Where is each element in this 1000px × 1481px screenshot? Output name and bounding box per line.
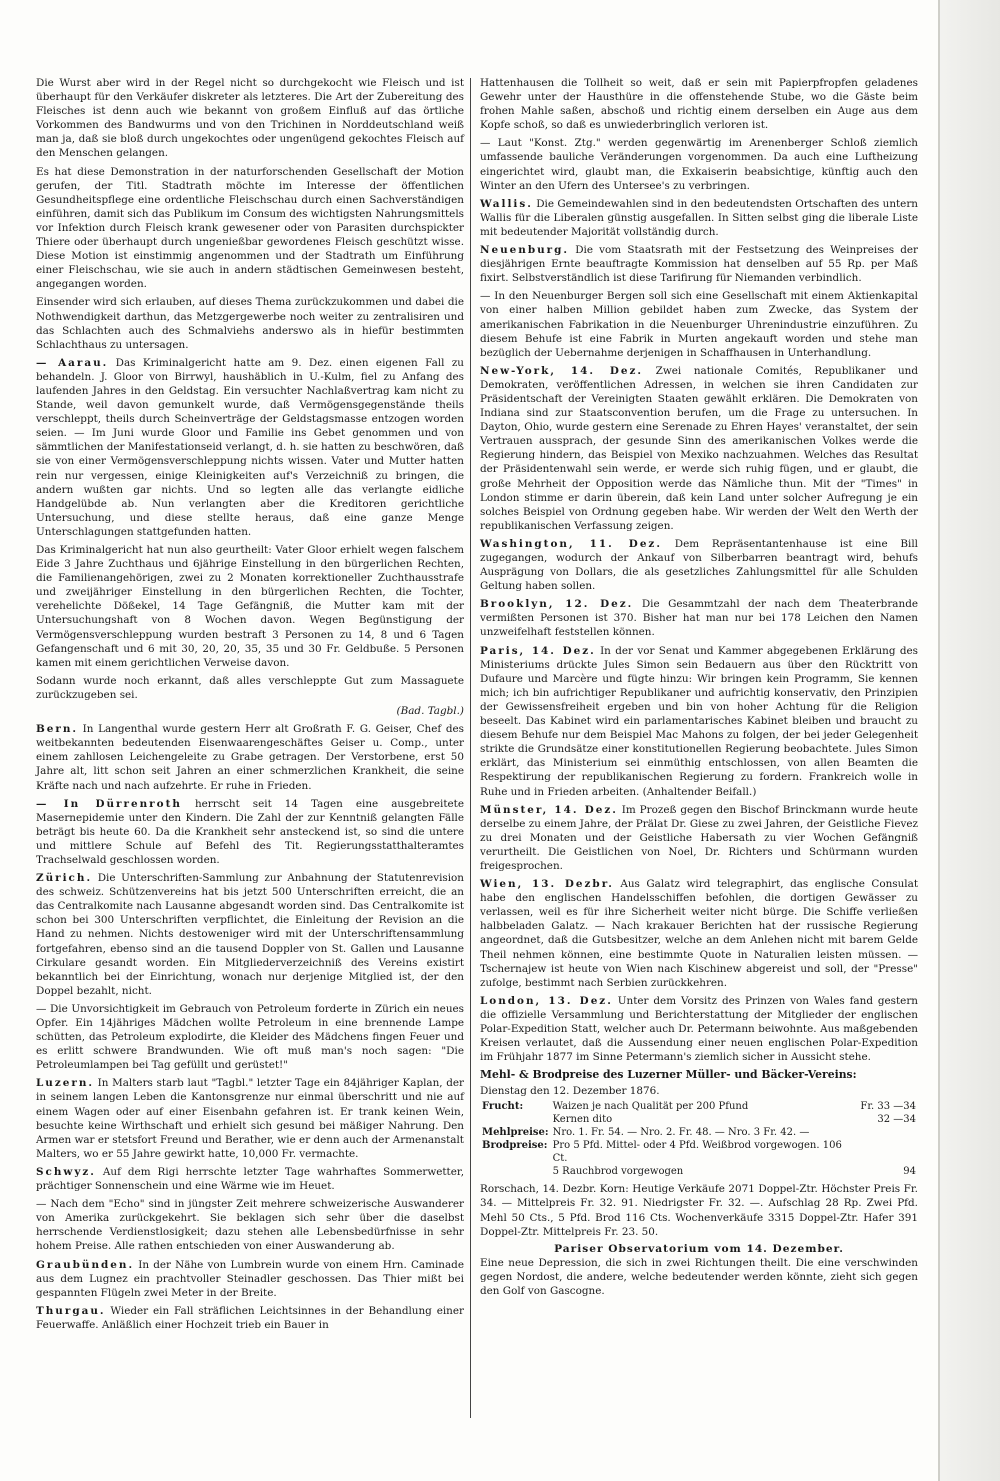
- article-text: Das Kriminalgericht hat nun also geurtheilt: Vater Gloor erhielt wegen falschem Eide 3 Jahre Zuchthaus und 6jährige Einstellung in den bürgerlichen Rechten, die Familienangehörigen, zwei zu 2 Monaten korrektioneller Zuchthausstrafe und zweijähriger Einstellung in den bürgerlichen Rechten, die Tochter, verehelichte Dößekel, 14 Tage Gefängniß, die Mutter kam mit der Untersuchungshaft von 8 Wochen davon. Wegen Begünstigung der Vermögensverschleppung wurden bestraft 3 Personen zu 14, 8 und 6 Tagen Gefangenschaft und 6 mit 30, 20, 20, 35, 35 und 30 Fr. Geldbuße. 5 Personen kamen mit einem gerichtlichen Verweise davon.: [36, 544, 464, 669]
- article-text: Zwei nationale Comités, Republikaner und Demokraten, veröffentlichen Adressen, in welchen sie ihren Candidaten zur Präsidentschaft der Vereinigten Staaten gewählt erklären. Die Demokraten von Indiana sind zur Staatsconvention berufen, um die Frage zu untersuchen. In Dayton, Ohio, wurde gestern eine Serenade zu Ehren Hayes' veranstaltet, der sein Vertrauen aussprach, der gesunde Sinn des amerikanischen Volkes werde die Regierung hindern, das Beispiel von Mexiko nachzuahmen. Welches das Resultat der Präsidentenwahl sein werde, er werde sich ruhig fügen, und er glaubt, die große Mehrheit der Opposition werde das Nämliche thun. Mit der "Times" in London stimme er darin überein, daß kein Land unter solcher Aufregung je ein solches Beispiel von Ordnung gegeben habe. Wir werden der Welt den Werth der republikanischen Verfassung zeigen.: [480, 364, 918, 532]
- price-row: [480, 1139, 918, 1165]
- article-text: Auf dem Rigi herrschte letzter Tage wahrhaftes Sommerwetter, prächtiger Sonnenschein und eine Wärme wie im Heuet.: [36, 1165, 464, 1193]
- rorschach-report: Rorschach, 14. Dezbr. Korn: Heutige Verkäufe 2071 Doppel-Ztr. Höchster Preis Fr. 34. — Mittelpreis Fr. 32. 91. Niedrigster Fr. 32. —. Aufschlag 28 Rp. Zwei Pfd. Mehl 50 Cts., 5 Pfd. Brod 116 Cts. Wochenverkäufe 3315 Doppel-Ztr. Hafer 391 Doppel-Ztr. Mittelpreis Fr. 23. 50.: [480, 1183, 918, 1238]
- article-paragraph: [36, 797, 464, 867]
- article-paragraph: [480, 243, 918, 285]
- price-value: 94: [903, 1166, 916, 1178]
- article-paragraph: [480, 289, 918, 359]
- article-paragraph: [36, 356, 464, 539]
- dateline: Brooklyn, 12. Dez.: [480, 598, 634, 611]
- article-text: — Laut "Konst. Ztg." werden gegenwärtig im Arenenberger Schloß ziemlich umfassende bauliche Veränderungen vorgenommen. Da auch eine Luftheizung eingerichtet wird, glaubt man, die Exkaiserin beabsichtige, künftig auch den Winter an den Ufern des Untersee's zu verbringen.: [480, 137, 918, 192]
- article-text: herrscht seit 14 Tagen eine ausgebreitete Masernepidemie unter den Kindern. Die Zahl der zur Kenntniß gelangten Fälle beträgt bis heute 60. Da die Krankheit sehr ansteckend ist, so sind die untere und mittlere Schule auf Befehl des Tit. Regierungsstatthalteramtes Trachselwald geschlossen worden.: [36, 797, 464, 866]
- dateline: — In Dürrenroth: [36, 797, 182, 810]
- article-paragraph: [36, 1304, 464, 1332]
- article-text: Die Wurst aber wird in der Regel nicht so durchgekocht wie Fleisch und ist überhaupt für den Verkäufer diskreter als letzteres. Die Art der Zubereitung des Fleisches ist denn auch wie bekannt von großem Einfluß auf das örtliche Vorkommen des Bandwurms und von den Trichinen in Norddeutschland weiß man ja, daß sie bloß durch ungekochtes oder ungenügend gekochtes Fleisch auf den Menschen gelangen.: [36, 77, 464, 160]
- price-item: Nro. 1. Fr. 54. — Nro. 2. Fr. 48. — Nro. 3 Fr. 42. —: [552, 1127, 810, 1139]
- source-signature: (Bad. Tagbl.): [396, 705, 464, 718]
- dateline: Graubünden.: [36, 1258, 135, 1271]
- article-paragraph: [480, 537, 918, 593]
- dateline: Zürich.: [36, 872, 93, 885]
- article-text: — Die Unvorsichtigkeit im Gebrauch von Petroleum forderte in Zürich ein neues Opfer. Ein 14jähriges Mädchen wollte Petroleum in eine brennende Lampe schütten, das Petroleum explodirte, die Kleider des Mädchens fingen Feuer und es erlitt schwere Brandwunden. Wie oft muß man's noch sagen: "Die Petroleumlampen bei Tag gefüllt und gerüstet!": [36, 1002, 464, 1072]
- article-paragraph: [36, 1076, 464, 1161]
- price-row: [480, 1113, 918, 1126]
- article-text: In der Nähe von Lumbrein wurde von einem Hrn. Caminade aus dem Lugnez ein prachtvoller Steinadler geschossen. Das Thier mißt bei gespannten Flügeln zwei Meter in der Breite.: [36, 1258, 464, 1299]
- article-paragraph: [36, 295, 464, 351]
- page-edge-shadow: [938, 0, 1000, 1481]
- price-row: [480, 1126, 918, 1139]
- left-column: [36, 76, 464, 1336]
- article-paragraph: [36, 1002, 464, 1072]
- article-paragraph: [480, 994, 918, 1064]
- price-label: [480, 1113, 551, 1126]
- dateline: — Aarau.: [36, 356, 109, 369]
- article-text: Die vom Staatsrath mit der Festsetzung des Weinpreises der diesjährigen Ernte beauftragte Kommission hat denselben auf 55 Rp. per Maß fixirt. Selbstverständlich ist diese Tarifirung für Niemanden verbindlich.: [480, 244, 918, 285]
- price-label: Frucht:: [482, 1101, 524, 1113]
- prices-date: Dienstag den 12. Dezember 1876.: [480, 1085, 660, 1098]
- price-value: Fr. 33 —34: [860, 1101, 916, 1113]
- article-text: In der vor Senat und Kammer abgegebenen Erklärung des Ministeriums drückte Jules Simon sein Bedauern aus über den Rücktritt von Dufaure und Marcère und fügte hinzu: Wir bringen kein Programm, Sie kennen mich; ich bin aufrichtiger Republikaner und aufrichtig konservativ, den Prinzipien der Gewissensfreiheit ergeben und bin von hoher Achtung für die Religion beseelt. Das Kabinet wird ein parlamentarisches Kabinet bleiben und braucht zu diesem Behufe nur dem Beispiel Mac Mahons zu folgen, der bei jeder Gelegenheit strikte die Grundsätze einer konstitutionellen Regierung beobachtete. Jules Simon erklärt, das Ministerium sei einmüthig entschlossen, von allen Beamten die Respektirung der republikanischen Regierung zu fordern. Frankreich wolle in Ruhe und in Frieden arbeiten. (Anhaltender Beifall.): [480, 644, 918, 798]
- price-item: Waizen je nach Qualität per 200 Pfund: [552, 1101, 749, 1113]
- article-text: In Langenthal wurde gestern Herr alt Großrath F. G. Geiser, Chef des weitbekannten bedeutenden Eisenwaarengeschäftes Geiser u. Comp., unter einem zahllosen Leichengeleite zu Grabe getragen. Der Verstorbene, erst 50 Jahre alt, litt schon seit Jahren an einer schmerzlichen Krankheit, die seine Kräfte nach und nach aufzehrte. Er ruhe in Frieden.: [36, 723, 464, 792]
- dateline: New-York, 14. Dez.: [480, 364, 644, 377]
- article-paragraph: [480, 76, 918, 132]
- price-item: 5 Rauchbrod vorgewogen: [552, 1166, 684, 1178]
- dateline: Wallis.: [480, 197, 533, 210]
- article-text: Die Gesammtzahl der nach dem Theaterbrande vermißten Personen ist 370. Bisher hat man nur bei 178 Leichen den Namen unzweifelhaft feststellen können.: [480, 598, 918, 639]
- article-text: Dem Repräsentantenhause ist eine Bill zugegangen, wodurch der Ankauf von Silberbarren beantragt wird, behufs Ausprägung von Dollars, die als gesetzliches Zahlungsmittel für alle Schulden Geltung haben sollen.: [480, 537, 918, 593]
- article-text: Das Kriminalgericht hatte am 9. Dez. einen eigenen Fall zu behandeln. J. Gloor von Birrwyl, haushäblich in U.-Kulm, fiel zu Anfang des laufenden Jahres in den Geldstag. Ein versuchter Nachlaßvertrag kam nicht zu Stande, weil davon gemunkelt wurde, daß Vermögensgegenstände theils verschleppt, theils durch Scheinverträge der Geldstagsmasse entzogen worden seien. — Im Juni wurde Gloor und Familie ins Gebet genommen und von sämmtlichen der Manifestationseid verlangt, d. h. sie hatten zu beschwören, daß sie von einer Vermögensverschleppung nichts wissen. Vater und Mutter hatten rein nur vergessen, einige Kleinigkeiten auf's Verzeichniß zu bringen, die andern wußten gar nichts. Und so legten alle das verlangte eidliche Handgelübde ab. Nun verlangten aber die Kreditoren gerichtliche Untersuchung, und diese stellte heraus, daß eine ganze Menge Unterschlagungen stattgefunden hatten.: [36, 356, 464, 538]
- dateline: Wien, 13. Dezbr.: [480, 878, 614, 891]
- article-paragraph: [36, 871, 464, 998]
- dateline: Schwyz.: [36, 1165, 96, 1178]
- article-paragraph: [36, 543, 464, 670]
- price-row: [480, 1165, 918, 1178]
- price-value: [858, 1139, 918, 1165]
- article-text: Im Prozeß gegen den Bischof Brinckmann wurde heute derselbe zu einem Jahre, der Prälat Dr. Giese zu zwei Jahren, der Geistliche Fievez zu drei Monaten und der Geistliche Habersath zu vier Wochen Gefängniß verurtheilt. Die Geistlichen von Noel, Dr. Richters und Schürmann wurden freigesprochen.: [480, 803, 918, 872]
- article-paragraph: [480, 877, 918, 990]
- article-text: Es hat diese Demonstration in der naturforschenden Gesellschaft der Motion gerufen, der Titl. Stadtrath möchte im Interesse der öffentlichen Gesundheitspflege eine ordentliche Fleischschau durch einen Sachverständigen einführen, damit sich das Publikum im Consum des wichtigsten Nahrungsmittels vor Infektion durch Fleisch krank gewesener oder von Parasiten durchspickter Thiere oder überhaupt durch ungenießbar gewordenes Fleisch geschützt wisse. Diese Motion ist einstimmig angenommen und der Stadtrath um Einführung einer Fleischschau, wie sie auch in andern städtischen Gemeinwesen besteht, angegangen worden.: [36, 165, 464, 291]
- column-divider: [470, 78, 471, 1418]
- dateline: Luzern.: [36, 1077, 95, 1090]
- article-paragraph: [480, 197, 918, 239]
- article-text: Die Unterschriften-Sammlung zur Anbahnung der Statutenrevision des schweiz. Schützenvereins hat bis jetzt 500 Unterschriften erreicht, die an das Centralkomite nach Lausanne abgesandt worden sind. Das Centralkomite ist schon bei 300 Unterschriften verpflichtet, die Einleitung der Revision an die Hand zu nehmen. Nichts destoweniger wird mit der Unterschriftensammlung fortgefahren, ebenso sind an die tausend Doppler von St. Gallen und Lausanne Cirkulare gesandt worden. Ein Mitgliederverzeichniß des Vereins existirt bekanntlich bei der Einrichtung, wonach nur derjenige Mitglied ist, der den Doppel bezahlt, nicht.: [36, 872, 465, 997]
- price-row: [480, 1100, 918, 1113]
- price-label: [480, 1165, 551, 1178]
- article-text: Unter dem Vorsitz des Prinzen von Wales fand gestern die offizielle Versammlung und Berichterstattung der Mitglieder der englischen Polar-Expedition Statt, welcher auch Dr. Petermann beiwohnte. Aus maßgebenden Kreisen verlautet, daß die Aussendung einer neuen englischen Polar-Expedition im Frühjahr 1877 im Sinne Petermann's ziemlich sicher in Aussicht stehe.: [480, 994, 918, 1064]
- dateline: London, 13. Dez.: [480, 994, 613, 1007]
- article-paragraph: [36, 674, 464, 702]
- article-paragraph: [480, 136, 918, 192]
- article-text: Die Gemeindewahlen sind in den bedeutendsten Ortschaften des untern Wallis für die Liberalen günstig ausgefallen. In Sitten selbst ging die liberale Liste mit bedeutender Majorität vollständig durch.: [480, 197, 918, 238]
- article-paragraph: [36, 76, 464, 161]
- article-text: Sodann wurde noch erkannt, daß alles verschleppte Gut zum Massaguete zurückzugeben sei.: [36, 674, 464, 701]
- article-paragraph: [480, 803, 918, 873]
- prices-heading: Mehl- & Brodpreise des Luzerner Müller- und Bäcker-Vereins:: [480, 1068, 857, 1082]
- article-text: — Nach dem "Echo" sind in jüngster Zeit mehrere schweizerische Auswanderer von Amerika zurückgekehrt. Sie beklagen sich sehr über die daselbst herrschende Verdienstlosigkeit; dazu stehen alle Lebensbedürfnisse in sehr hohem Preise. Alle rathen entschieden von einer Auswanderung ab.: [36, 1198, 464, 1253]
- price-value: [858, 1126, 918, 1139]
- dateline: Thurgau.: [36, 1304, 106, 1317]
- dateline: Münster, 14. Dez.: [480, 803, 618, 816]
- article-paragraph: [480, 644, 918, 799]
- article-text: — In den Neuenburger Bergen soll sich eine Gesellschaft mit einem Aktienkapital von einer halben Million gebildet haben zum Zwecke, das System der amerikanischen Fabrikation in die Neuenburger Uhrenindustrie einzuführen. Zu diesem Behufe ist eine Fabrik in Murten angekauft worden und stehe man bezüglich der Uebernahme derjenigen in Schaffhausen in Unterhandlung.: [480, 290, 918, 359]
- article-paragraph: [36, 1197, 464, 1253]
- page-fold-line: [938, 0, 940, 1481]
- prices-table: [480, 1100, 918, 1178]
- article-text: Wieder ein Fall sträflichen Leichtsinnes in der Behandlung einer Feuerwaffe. Anläßlich einer Hochzeit trieb ein Bauer in: [36, 1304, 464, 1331]
- article-text: Aus Galatz wird telegraphirt, das englische Consulat habe den englischen Handelsschiffen befohlen, die dortigen Gewässer zu verlassen, weil es für ihre Sicherheit weiter nicht bürge. Die Schiffe verließen halbbeladen Galatz. — Nach krakauer Berichten hat der russische Regierung angeordnet, daß die Gutsbesitzer, welche an dem Anlehen nicht mit barem Gelde Theil nehmen können, eine bestimmte Quote in Naturalien leisten müssen. — Tschernajew ist heute von Wien nach Kischinew abgereist und soll, der "Presse" zufolge, bestimmt nach Serbien zurückkehren.: [480, 878, 918, 989]
- price-item: Pro 5 Pfd. Mittel- oder 4 Pfd. Weißbrod vorgewogen. 106 Ct.: [552, 1140, 842, 1165]
- article-paragraph: [480, 364, 918, 533]
- observatory-text: Eine neue Depression, die sich in zwei Richtungen theilt. Die eine verschwinden gegen Nordost, die andere, welche bedeutender werden könnte, zieht sich gegen den Golf von Gascogne.: [480, 1256, 918, 1297]
- article-paragraph: [36, 1165, 464, 1193]
- dateline: Bern.: [36, 723, 79, 736]
- article-paragraph: [36, 165, 464, 292]
- price-item: Kernen dito: [552, 1114, 613, 1126]
- article-paragraph: [480, 597, 918, 639]
- article-paragraph: [36, 722, 464, 792]
- observatory-heading: Pariser Observatorium vom 14. Dezember.: [554, 1242, 844, 1255]
- price-label: Mehlpreise:: [482, 1127, 549, 1139]
- price-label: Brodpreise:: [482, 1140, 548, 1152]
- article-text: In Malters starb laut "Tagbl." letzter Tage ein 84jähriger Kaplan, der in seinem langen Leben die Kantonsgrenze nur einmal überschritt und nie auf einem Wagen oder auf einer Eisenbahn gefahren ist. Er trank keinen Wein, besuchte keine Wirthschaft und erhielt sich gesund bei mäßiger Nahrung. Den Armen war er stetsfort Freund und Berather, wie er denn auch der Armenanstalt Malters, wo er 55 Jahre gewirkt hatte, 10,000 Fr. vermachte.: [36, 1077, 465, 1160]
- right-column-articles: [480, 76, 918, 1064]
- article-paragraph: [36, 1258, 464, 1300]
- dateline: Neuenburg.: [480, 244, 570, 257]
- article-text: Hattenhausen die Tollheit so weit, daß er sein mit Papierpfropfen geladenes Gewehr unter der Hausthüre in die offenstehende Stube, wo die Gäste beim frohen Mahle saßen, abschoß und richtig einem derselben ein Auge aus dem Kopfe schoß, so daß es unwiederbringlich verloren ist.: [480, 77, 918, 132]
- dateline: Washington, 11. Dez.: [480, 537, 662, 550]
- right-column: [480, 76, 918, 1302]
- price-value: 32 —34: [877, 1114, 916, 1126]
- article-text: Einsender wird sich erlauben, auf dieses Thema zurückzukommen und dabei die Nothwendigkeit darthun, das Metzgergewerbe noch weiter zu zentralisiren und das Schlachten auch des Schmalviehs anderswo als in hiefür bestimmten Schlachthaus zu untersagen.: [36, 296, 464, 351]
- dateline: Paris, 14. Dez.: [480, 644, 596, 657]
